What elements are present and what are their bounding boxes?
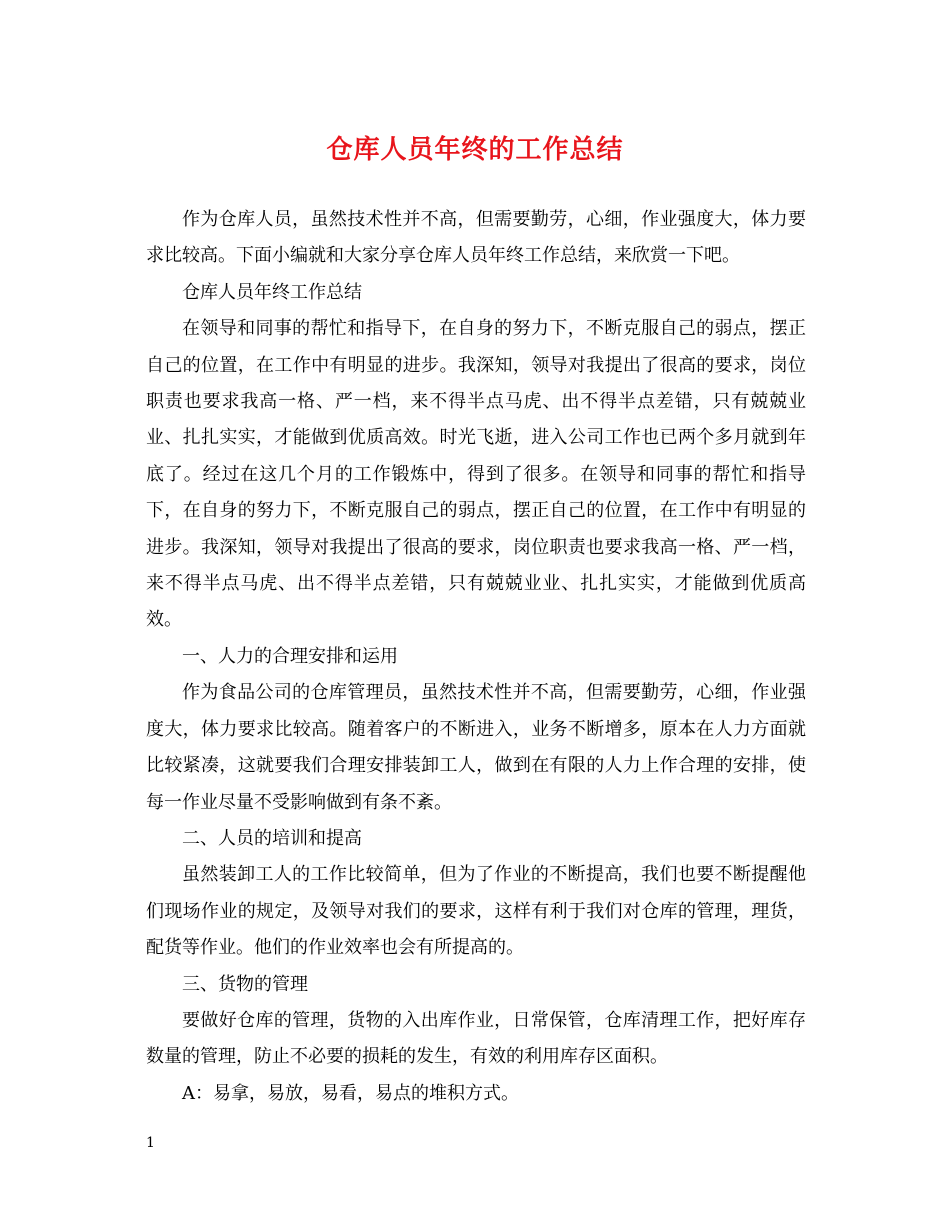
- section-heading: 一、人力的合理安排和运用: [182, 645, 398, 667]
- subtitle-paragraph: 仓库人员年终工作总结: [182, 281, 362, 303]
- body-paragraph: 虽然装卸工人的工作比较简单，但为了作业的不断提高，我们也要不断提醒他们现场作业的规定，及领导对我们的要求，这样有利于我们对仓库的管理，理货，配货等作业。他们的作业效率也会有所提高的。: [146, 864, 806, 959]
- list-item: A：易拿，易放，易看，易点的堆积方式。: [182, 1082, 519, 1104]
- body-paragraph: 作为食品公司的仓库管理员，虽然技术性并不高，但需要勤劳，心细，作业强度大，体力要求比较高。随着客户的不断进入，业务不断增多，原本在人力方面就比较紧凑，这就要我们合理安排装卸工人，做到在有限的人力上作合理的安排，使每一作业尽量不受影响做到有条不紊。: [146, 682, 806, 813]
- intro-paragraph: 作为仓库人员，虽然技术性并不高，但需要勤劳，心细，作业强度大，体力要求比较高。下面小编就和大家分享仓库人员年终工作总结，来欣赏一下吧。: [146, 209, 806, 267]
- page-number: 1: [146, 1135, 155, 1151]
- document-title: 仓库人员年终的工作总结: [326, 135, 624, 165]
- body-paragraph: 要做好仓库的管理，货物的入出库作业，日常保管，仓库清理工作，把好库存数量的管理，防止不必要的损耗的发生，有效的利用库存区面积。: [146, 1009, 806, 1068]
- section-heading: 三、货物的管理: [182, 973, 308, 995]
- body-paragraph: 在领导和同事的帮忙和指导下，在自身的努力下，不断克服自己的弱点，摆正自己的位置，在工作中有明显的进步。我深知，领导对我提出了很高的要求，岗位职责也要求我高一格、严一档，来不得半点马虎、出不得半点差错，只有兢兢业业、扎扎实实，才能做到优质高效。时光飞逝，进入公司工作也已两个多月就到年底了。经过在这几个月的工作锻炼中，得到了很多。在领导和同事的帮忙和指导下，在自身的努力下，不断克服自己的弱点，摆正自己的位置，在工作中有明显的进步。我深知，领导对我提出了很高的要求，岗位职责也要求我高一格、严一档，来不得半点马虎、出不得半点差错，只有兢兢业业、扎扎实实，才能做到优质高效。: [146, 318, 806, 631]
- section-heading: 二、人员的培训和提高: [182, 827, 362, 849]
- document-body: [146, 202, 806, 1112]
